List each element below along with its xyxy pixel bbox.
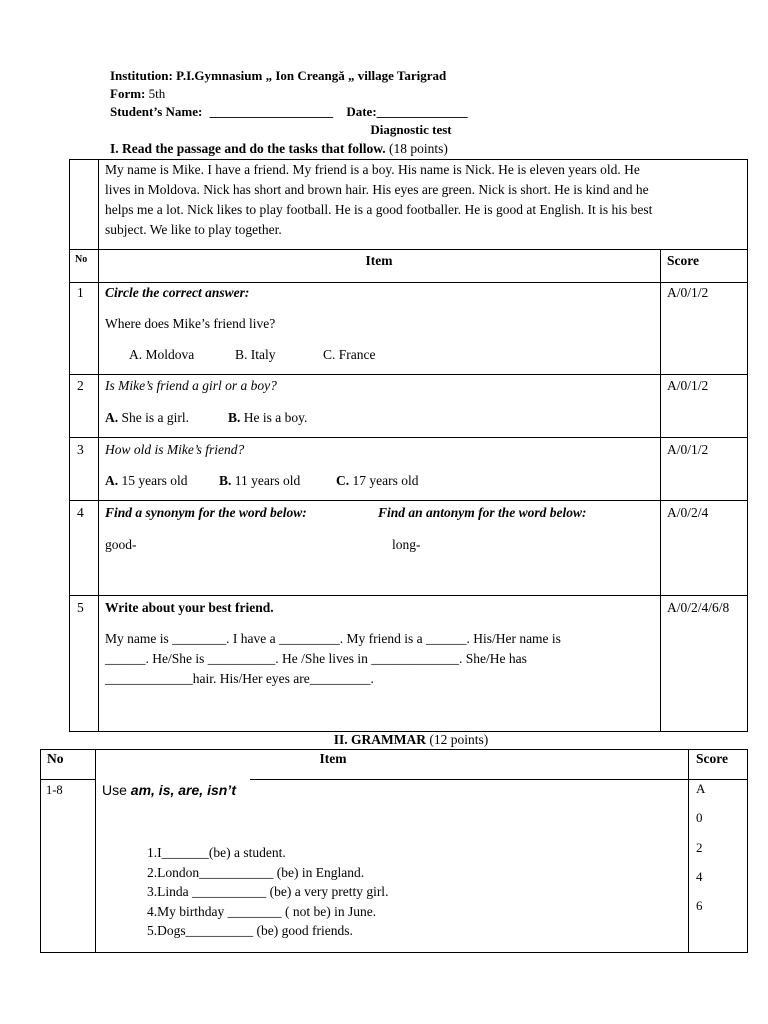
date-label: Date:: [346, 104, 377, 119]
section1-heading-line: [110, 141, 448, 157]
synonym-instruction: Find a synonym for the word below:: [105, 505, 307, 520]
writing-line: My name is ________. I have a _________. My friend is a ______. His/Her name is: [105, 631, 561, 646]
col-item-header: Item: [365, 253, 393, 268]
grammar-sentence[interactable]: 4.My birthday ________ ( not be) in June.: [147, 903, 377, 919]
option-a[interactable]: A. 15 years old: [105, 473, 188, 488]
grammar-sentences: [147, 843, 388, 941]
option-c[interactable]: C. 17 years old: [336, 473, 419, 488]
reading-passage: [105, 160, 745, 240]
score-value: 0: [696, 810, 703, 825]
antonym-instruction: Find an antonym for the word below:: [378, 505, 587, 520]
form-value: 5th: [148, 86, 166, 101]
student-line: [110, 104, 468, 120]
grammar-sentence[interactable]: 2.London___________ (be) in England.: [147, 864, 365, 880]
row-number: 4: [77, 505, 84, 520]
section2-heading-line: [0, 732, 768, 748]
score-scale: [696, 779, 705, 916]
grammar-sentence[interactable]: 3.Linda ___________ (be) a very pretty girl.: [147, 884, 389, 899]
test-title: Diagnostic test: [370, 122, 452, 137]
option-c[interactable]: C. France: [323, 347, 376, 362]
col-score-header: Score: [696, 751, 728, 766]
instruction-words: am, is, are, isn’t: [130, 782, 237, 798]
writing-line: _____________hair. His/Her eyes are_________.: [105, 671, 374, 686]
institution-value: P.I.Gymnasium „ Ion Creangă „ village Tarigrad: [176, 68, 447, 83]
section1-points: (18 points): [389, 141, 448, 156]
passage-line: helps me a lot. Nick likes to play football. He is a good footballer. He is good at English. It is his best: [105, 202, 653, 217]
section2-heading: II. GRAMMAR: [333, 732, 426, 747]
passage-line: lives in Moldova. Nick has short and brown hair. His eyes are green. Nick is short. He is kind and he: [105, 182, 649, 197]
row-number: 1: [77, 285, 84, 300]
question-text: Where does Mike’s friend live?: [105, 316, 276, 331]
option-b[interactable]: B. Italy: [235, 347, 276, 362]
writing-template[interactable]: [105, 629, 655, 689]
option-a[interactable]: A. Moldova: [129, 347, 195, 362]
row-number: 1-8: [46, 783, 63, 797]
grammar-sentence[interactable]: 1.I_______(be) a student.: [147, 845, 286, 860]
question-text: How old is Mike’s friend?: [105, 442, 245, 457]
score-value: A: [696, 781, 706, 796]
writing-line: ______. He/She is __________. He /She lives in _____________. She/He has: [105, 651, 527, 666]
antonym-word[interactable]: long-: [392, 537, 421, 552]
question-text: Is Mike’s friend a girl or a boy?: [105, 378, 277, 393]
row-number: 3: [77, 442, 84, 457]
col-no-header: No: [75, 254, 88, 265]
section2-points: (12 points): [429, 732, 489, 747]
form-label: Form:: [110, 86, 146, 101]
instruction-prefix: Use: [102, 782, 131, 798]
grammar-instruction: [102, 780, 236, 800]
col-no-header: No: [47, 751, 64, 766]
row-number: 2: [77, 378, 84, 393]
passage-line: subject. We like to play together.: [105, 222, 282, 237]
option-a[interactable]: A. She is a girl.: [105, 410, 189, 425]
row-score: A/0/2/4: [667, 505, 709, 520]
row-score: A/0/1/2: [667, 285, 709, 300]
student-name-label: Student’s Name:: [110, 104, 203, 119]
score-value: 2: [696, 840, 703, 855]
score-value: 4: [696, 869, 703, 884]
date-field[interactable]: ______________: [376, 104, 468, 119]
option-b[interactable]: B. He is a boy.: [228, 410, 308, 425]
row-score: A/0/2/4/6/8: [667, 600, 730, 615]
institution-label: Institution:: [110, 68, 173, 83]
form-line: [110, 86, 165, 102]
col-item-header: Item: [319, 751, 347, 766]
passage-line: My name is Mike. I have a friend. My friend is a boy. His name is Nick. He is eleven years old. He: [105, 162, 640, 177]
section1-heading: I. Read the passage and do the tasks that follow.: [110, 141, 386, 156]
student-name-field[interactable]: ___________________: [209, 104, 334, 119]
score-value: 6: [696, 898, 703, 913]
col-score-header: Score: [667, 253, 699, 268]
institution-line: [110, 68, 446, 84]
synonym-word[interactable]: good-: [105, 537, 137, 552]
row-score: A/0/1/2: [667, 378, 709, 393]
grammar-sentence[interactable]: 5.Dogs__________ (be) good friends.: [147, 923, 353, 938]
question-instruction: Write about your best friend.: [105, 600, 274, 615]
question-instruction: Circle the correct answer:: [105, 285, 250, 300]
row-number: 5: [77, 600, 84, 615]
option-b[interactable]: B. 11 years old: [219, 473, 301, 488]
row-score: A/0/1/2: [667, 442, 709, 457]
